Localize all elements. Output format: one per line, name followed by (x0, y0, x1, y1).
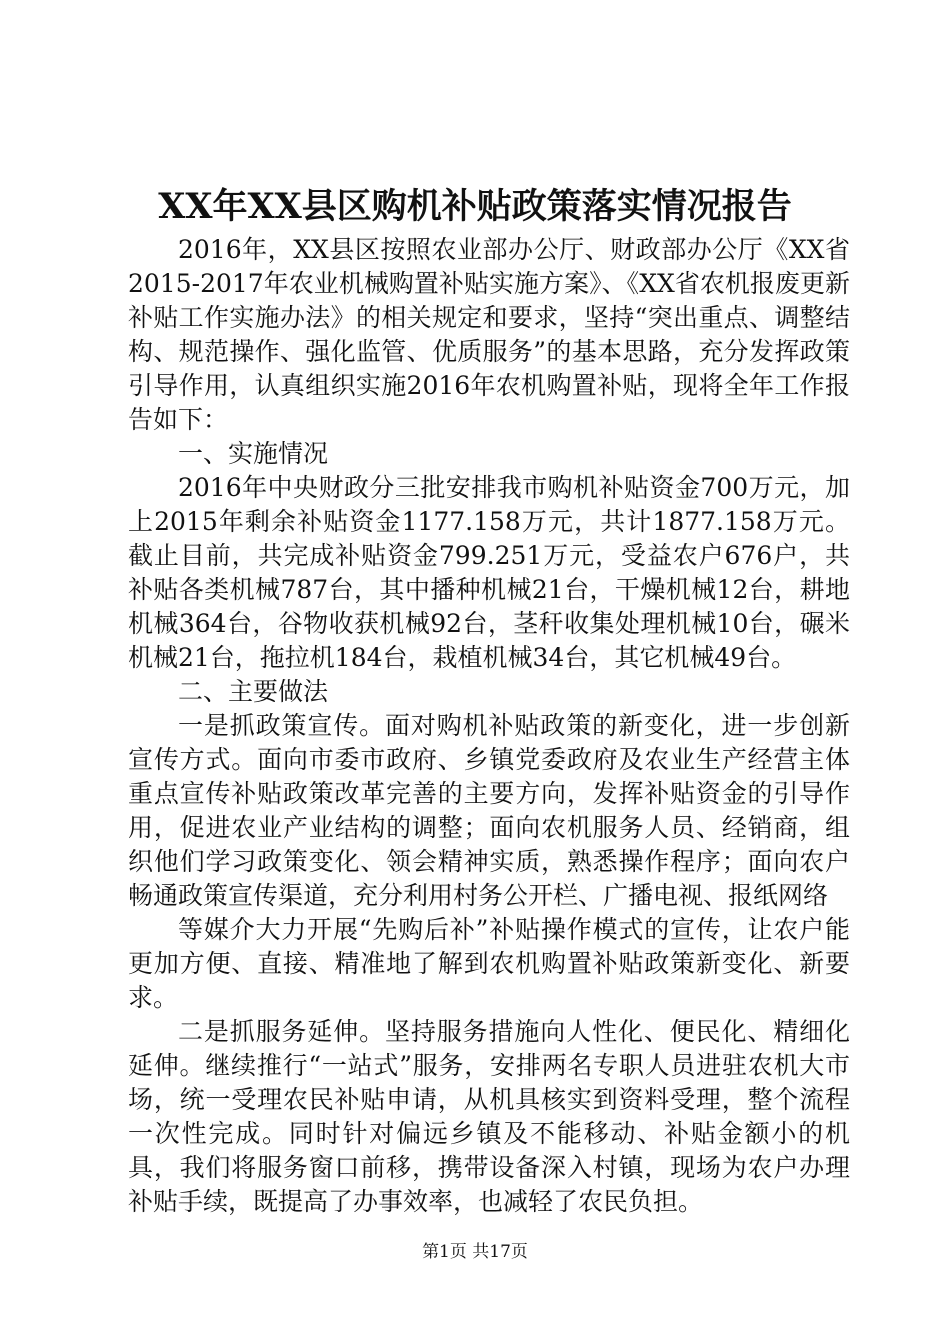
section-heading-implementation: 一、实施情况 (178, 439, 329, 468)
paragraph-intro: 2016年，XX县区按照农业部办公厅、财政部办公厅《XX省2015-2017年农业机械购置补贴实施方案》、《XX省农机报废更新补贴工作实施办法》的相关规定和要求，坚持“突出重点、调整结构、规范操作、强化监管、优质服务”的基本思路，充分发挥政策引导作用，认真组织实施2016年农机购置补贴，现将全年工作报告如下： (128, 235, 850, 434)
paragraph-policy-promotion-cont: 等媒介大力开展“先购后补”补贴操作模式的宣传，让农户能更加方便、直接、精准地了解到农机购置补贴政策新变化、新要求。 (128, 915, 850, 1012)
section-heading-methods: 二、主要做法 (178, 677, 329, 706)
paragraph-service-extension: 二是抓服务延伸。坚持服务措施向人性化、便民化、精细化延伸。继续推行“一站式”服务，安排两名专职人员进驻农机大市场，统一受理农民补贴申请，从机具核实到资料受理，整个流程一次性完成。同时针对偏远乡镇及不能移动、补贴金额小的机具，我们将服务窗口前移，携带设备深入村镇，现场为农户办理补贴手续，既提高了办事效率，也减轻了农民负担。 (128, 1017, 850, 1216)
page-footer: 第1页 共17页 (422, 1242, 528, 1262)
paragraph-policy-promotion: 一是抓政策宣传。面对购机补贴政策的新变化，进一步创新宣传方式。面向市委市政府、乡镇党委政府及农业生产经营主体重点宣传补贴政策改革完善的主要方向，发挥补贴资金的引导作用，促进农业产业结构的调整；面向农机服务人员、经销商，组织他们学习政策变化、领会精神实质，熟悉操作程序；面向农户畅通政策宣传渠道，充分利用村务公开栏、广播电视、报纸网络 (128, 711, 850, 910)
document-title: XX年XX县区购机补贴政策落实情况报告 (158, 186, 792, 227)
paragraph-implementation: 2016年中央财政分三批安排我市购机补贴资金700万元，加上2015年剩余补贴资金1177.158万元，共计1877.158万元。截止目前，共完成补贴资金799.251万元，受益农户676户，共补贴各类机械787台，其中播种机械21台，干燥机械12台，耕地机械364台，谷物收获机械92台，茎秆收集处理机械10台，碾米机械21台，拖拉机184台，栽植机械34台，其它机械49台。 (128, 473, 850, 672)
document-body (128, 233, 850, 1219)
